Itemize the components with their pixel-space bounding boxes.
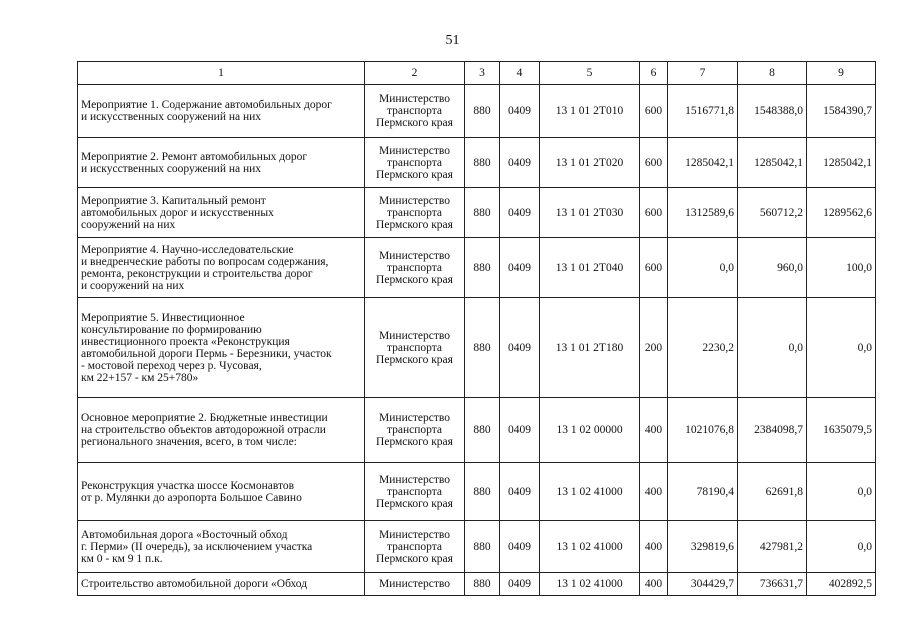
row-grbs-code: 880 <box>465 138 500 188</box>
row-grbs-code: 880 <box>465 398 500 463</box>
table-row <box>78 298 876 398</box>
row-expense-type: 200 <box>640 298 668 398</box>
row-name: Мероприятие 3. Капитальный ремонт автомобильных дорог и искусственных сооружений на них <box>78 188 365 238</box>
row-section-code: 0409 <box>500 298 540 398</box>
row-amount-col8: 62691,8 <box>738 463 807 521</box>
row-grbs-code: 880 <box>465 573 500 596</box>
row-section-code: 0409 <box>500 188 540 238</box>
row-target-code: 13 1 02 41000 <box>540 573 640 596</box>
row-agency: Министерство транспорта Пермского края <box>365 85 465 138</box>
col-header-3: 3 <box>465 62 500 85</box>
col-header-4: 4 <box>500 62 540 85</box>
row-agency: Министерство транспорта Пермского края <box>365 463 465 521</box>
row-target-code: 13 1 02 00000 <box>540 398 640 463</box>
row-amount-col7: 0,0 <box>668 238 738 298</box>
row-amount-col9: 0,0 <box>807 298 876 398</box>
row-amount-col9: 1289562,6 <box>807 188 876 238</box>
col-header-9: 9 <box>807 62 876 85</box>
row-section-code: 0409 <box>500 573 540 596</box>
row-amount-col9: 1285042,1 <box>807 138 876 188</box>
row-amount-col8: 427981,2 <box>738 521 807 573</box>
row-amount-col7: 1021076,8 <box>668 398 738 463</box>
row-agency: Министерство транспорта Пермского края <box>365 188 465 238</box>
header-row <box>78 62 876 85</box>
row-expense-type: 400 <box>640 521 668 573</box>
row-expense-type: 400 <box>640 398 668 463</box>
row-section-code: 0409 <box>500 463 540 521</box>
row-amount-col8: 1285042,1 <box>738 138 807 188</box>
row-amount-col7: 1285042,1 <box>668 138 738 188</box>
row-agency: Министерство транспорта Пермского края <box>365 238 465 298</box>
row-target-code: 13 1 01 2Т010 <box>540 85 640 138</box>
row-agency: Министерство транспорта Пермского края <box>365 521 465 573</box>
table-row <box>78 398 876 463</box>
row-target-code: 13 1 01 2Т180 <box>540 298 640 398</box>
col-header-6: 6 <box>640 62 668 85</box>
row-amount-col8: 2384098,7 <box>738 398 807 463</box>
row-grbs-code: 880 <box>465 298 500 398</box>
row-target-code: 13 1 02 41000 <box>540 463 640 521</box>
row-target-code: 13 1 02 41000 <box>540 521 640 573</box>
row-grbs-code: 880 <box>465 85 500 138</box>
row-amount-col7: 2230,2 <box>668 298 738 398</box>
row-amount-col7: 329819,6 <box>668 521 738 573</box>
row-amount-col9: 100,0 <box>807 238 876 298</box>
row-expense-type: 600 <box>640 188 668 238</box>
row-agency: Министерство транспорта Пермского края <box>365 298 465 398</box>
row-name: Мероприятие 4. Научно-исследовательские и внедренческие работы по вопросам содержания, ремонта, реконструкции и строительства дорог и сооружений на них <box>78 238 365 298</box>
row-section-code: 0409 <box>500 521 540 573</box>
row-section-code: 0409 <box>500 85 540 138</box>
row-name: Реконструкция участка шоссе Космонавтов от р. Мулянки до аэропорта Большое Савино <box>78 463 365 521</box>
col-header-8: 8 <box>738 62 807 85</box>
row-amount-col9: 1635079,5 <box>807 398 876 463</box>
row-amount-col9: 1584390,7 <box>807 85 876 138</box>
row-section-code: 0409 <box>500 138 540 188</box>
table-row <box>78 238 876 298</box>
row-amount-col8: 560712,2 <box>738 188 807 238</box>
row-target-code: 13 1 01 2Т030 <box>540 188 640 238</box>
row-section-code: 0409 <box>500 238 540 298</box>
col-header-5: 5 <box>540 62 640 85</box>
row-expense-type: 600 <box>640 85 668 138</box>
row-agency: Министерство транспорта Пермского края <box>365 398 465 463</box>
row-grbs-code: 880 <box>465 238 500 298</box>
row-grbs-code: 880 <box>465 521 500 573</box>
col-header-2: 2 <box>365 62 465 85</box>
row-amount-col8: 0,0 <box>738 298 807 398</box>
row-target-code: 13 1 01 2Т020 <box>540 138 640 188</box>
row-amount-col9: 402892,5 <box>807 573 876 596</box>
table-row <box>78 138 876 188</box>
row-agency: Министерство транспорта Пермского края <box>365 138 465 188</box>
col-header-7: 7 <box>668 62 738 85</box>
row-name: Автомобильная дорога «Восточный обход г. Перми» (II очередь), за исключением участка км 0 - км 9 1 п.к. <box>78 521 365 573</box>
row-amount-col9: 0,0 <box>807 463 876 521</box>
row-agency: Министерство <box>365 573 465 596</box>
row-name: Мероприятие 2. Ремонт автомобильных дорог и искусственных сооружений на них <box>78 138 365 188</box>
row-amount-col7: 78190,4 <box>668 463 738 521</box>
row-expense-type: 400 <box>640 573 668 596</box>
row-amount-col7: 1516771,8 <box>668 85 738 138</box>
row-amount-col8: 1548388,0 <box>738 85 807 138</box>
row-amount-col7: 304429,7 <box>668 573 738 596</box>
col-header-1: 1 <box>78 62 365 85</box>
row-name: Основное мероприятие 2. Бюджетные инвестиции на строительство объектов автодорожной отрасли регионального значения, всего, в том числе: <box>78 398 365 463</box>
row-grbs-code: 880 <box>465 463 500 521</box>
row-expense-type: 600 <box>640 138 668 188</box>
row-name: Строительство автомобильной дороги «Обход <box>78 573 365 596</box>
row-target-code: 13 1 01 2Т040 <box>540 238 640 298</box>
row-grbs-code: 880 <box>465 188 500 238</box>
table-row <box>78 573 876 596</box>
budget-table <box>77 61 876 596</box>
page-number: 51 <box>445 33 460 48</box>
row-amount-col7: 1312589,6 <box>668 188 738 238</box>
row-amount-col9: 0,0 <box>807 521 876 573</box>
table-row <box>78 521 876 573</box>
row-expense-type: 400 <box>640 463 668 521</box>
row-expense-type: 600 <box>640 238 668 298</box>
row-section-code: 0409 <box>500 398 540 463</box>
row-name: Мероприятие 5. Инвестиционное консультирование по формированию инвестиционного проекта «Реконструкция автомобильной дороги Пермь - Березники, участок - мостовой переход через р. Чусовая, км 22+157 - км 25+780» <box>78 298 365 398</box>
table-row <box>78 463 876 521</box>
row-name: Мероприятие 1. Содержание автомобильных дорог и искусственных сооружений на них <box>78 85 365 138</box>
table-row <box>78 85 876 138</box>
row-amount-col8: 960,0 <box>738 238 807 298</box>
row-amount-col8: 736631,7 <box>738 573 807 596</box>
table-row <box>78 188 876 238</box>
